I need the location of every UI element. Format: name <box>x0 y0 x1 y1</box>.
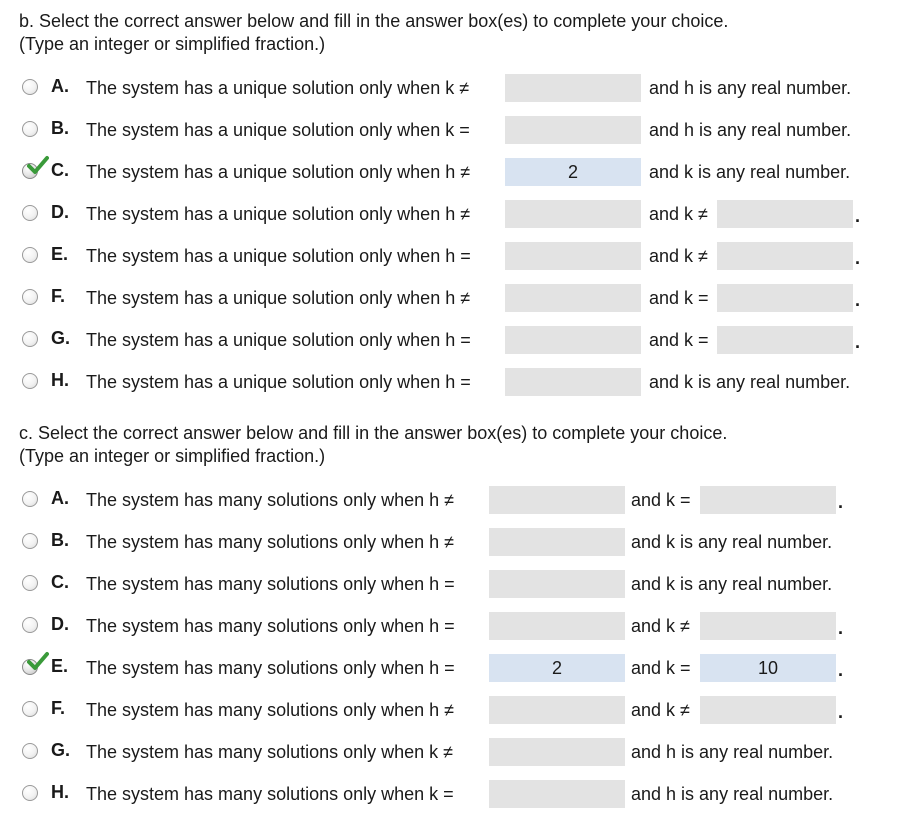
option-statement: The system has a unique solution only when k ≠ <box>86 78 470 98</box>
option-letter: A. <box>51 488 69 508</box>
radio-button[interactable] <box>22 331 38 347</box>
answer-box-1[interactable] <box>489 696 625 724</box>
option-letter: G. <box>51 740 71 760</box>
part-c-option-c[interactable] <box>0 569 909 601</box>
option-statement: The system has many solutions only when h = <box>86 658 455 678</box>
option-tail-text: and h is any real number. <box>649 78 852 98</box>
answer-box-1[interactable] <box>489 780 625 808</box>
option-tail-text: and h is any real number. <box>631 784 834 804</box>
sentence-period: . <box>855 206 861 226</box>
option-letter: F. <box>51 286 66 306</box>
part-b-option-b[interactable] <box>0 115 909 147</box>
part-c-option-d[interactable] <box>0 611 909 643</box>
option-statement: The system has many solutions only when k ≠ <box>86 742 454 762</box>
option-statement: The system has a unique solution only when h = <box>86 246 471 266</box>
answer-box-2[interactable] <box>717 284 853 312</box>
part-c-option-a[interactable] <box>0 485 909 517</box>
radio-button[interactable] <box>22 785 38 801</box>
answer-box-1[interactable]: 2 <box>489 654 625 682</box>
radio-button[interactable] <box>22 79 38 95</box>
part-b-option-g[interactable] <box>0 325 909 357</box>
option-letter: F. <box>51 698 66 718</box>
answer-box-1[interactable] <box>489 612 625 640</box>
part-b-option-d[interactable] <box>0 199 909 231</box>
sentence-period: . <box>855 332 861 352</box>
sentence-period: . <box>855 290 861 310</box>
option-tail-text: and k is any real number. <box>631 532 833 552</box>
answer-box-2[interactable] <box>717 326 853 354</box>
option-statement: The system has a unique solution only when h ≠ <box>86 288 471 308</box>
option-letter: B. <box>51 530 69 550</box>
part-c-option-g[interactable] <box>0 737 909 769</box>
part-c-option-h[interactable] <box>0 779 909 811</box>
radio-button[interactable] <box>22 373 38 389</box>
checkmark-icon <box>27 155 49 177</box>
sentence-period: . <box>838 702 844 722</box>
answer-box-1[interactable]: 2 <box>505 158 641 186</box>
sentence-period: . <box>838 492 844 512</box>
option-tail-text: and k = <box>649 288 709 308</box>
radio-button[interactable] <box>22 617 38 633</box>
option-statement: The system has many solutions only when h ≠ <box>86 532 455 552</box>
option-letter: A. <box>51 76 69 96</box>
option-letter: G. <box>51 328 71 348</box>
answer-box-1[interactable] <box>505 368 641 396</box>
option-tail-text: and k ≠ <box>649 246 708 266</box>
answer-box-1[interactable] <box>505 74 641 102</box>
answer-box-2[interactable] <box>700 612 836 640</box>
option-statement: The system has a unique solution only when h = <box>86 372 471 392</box>
part-c-option-e[interactable] <box>0 653 909 685</box>
answer-box-1[interactable] <box>505 242 641 270</box>
option-letter: H. <box>51 370 69 390</box>
answer-box-1[interactable] <box>489 528 625 556</box>
radio-button[interactable] <box>22 575 38 591</box>
answer-box-1[interactable] <box>505 284 641 312</box>
option-tail-text: and k = <box>631 658 691 678</box>
option-letter: C. <box>51 572 69 592</box>
part-c-hint: (Type an integer or simplified fraction.) <box>19 446 326 466</box>
option-tail-text: and k is any real number. <box>631 574 833 594</box>
option-tail-text: and k is any real number. <box>649 162 851 182</box>
answer-box-1[interactable] <box>505 116 641 144</box>
part-b-option-c[interactable] <box>0 157 909 189</box>
option-statement: The system has many solutions only when h = <box>86 574 455 594</box>
answer-box-2[interactable] <box>717 200 853 228</box>
part-b-option-h[interactable] <box>0 367 909 399</box>
option-letter: H. <box>51 782 69 802</box>
radio-button[interactable] <box>22 701 38 717</box>
radio-button[interactable] <box>22 289 38 305</box>
option-letter: C. <box>51 160 69 180</box>
radio-button[interactable] <box>22 743 38 759</box>
option-statement: The system has a unique solution only when k = <box>86 120 470 140</box>
sentence-period: . <box>838 660 844 680</box>
checkmark-icon <box>27 651 49 673</box>
part-b-prompt <box>19 10 728 56</box>
part-b-option-a[interactable] <box>0 73 909 105</box>
option-tail-text: and k is any real number. <box>649 372 851 392</box>
part-b-instruction: b. Select the correct answer below and fill in the answer box(es) to complete your choice. <box>19 11 729 31</box>
option-statement: The system has a unique solution only when h ≠ <box>86 162 471 182</box>
radio-button[interactable] <box>22 491 38 507</box>
option-statement: The system has many solutions only when h ≠ <box>86 700 455 720</box>
answer-box-2[interactable]: 10 <box>700 654 836 682</box>
option-tail-text: and k = <box>631 490 691 510</box>
radio-button[interactable] <box>22 533 38 549</box>
option-letter: D. <box>51 614 69 634</box>
option-letter: B. <box>51 118 69 138</box>
part-b-hint: (Type an integer or simplified fraction.) <box>19 34 326 54</box>
option-letter: D. <box>51 202 69 222</box>
option-statement: The system has many solutions only when k = <box>86 784 454 804</box>
part-c-instruction: c. Select the correct answer below and fill in the answer box(es) to complete your choice. <box>19 423 728 443</box>
answer-box-1[interactable] <box>489 738 625 766</box>
option-tail-text: and k ≠ <box>631 616 690 636</box>
part-c-option-f[interactable] <box>0 695 909 727</box>
option-statement: The system has many solutions only when h = <box>86 616 455 636</box>
answer-box-1[interactable] <box>505 326 641 354</box>
option-statement: The system has a unique solution only when h ≠ <box>86 204 471 224</box>
part-c-prompt <box>19 422 727 468</box>
answer-box-1[interactable] <box>489 486 625 514</box>
part-c-option-b[interactable] <box>0 527 909 559</box>
radio-button[interactable] <box>22 247 38 263</box>
option-tail-text: and k ≠ <box>631 700 690 720</box>
option-letter: E. <box>51 656 69 676</box>
answer-box-1[interactable] <box>505 200 641 228</box>
answer-box-1[interactable] <box>489 570 625 598</box>
radio-button[interactable] <box>22 205 38 221</box>
answer-box-2[interactable] <box>700 486 836 514</box>
option-tail-text: and k = <box>649 330 709 350</box>
option-tail-text: and h is any real number. <box>649 120 852 140</box>
answer-box-2[interactable] <box>717 242 853 270</box>
option-statement: The system has a unique solution only when h = <box>86 330 471 350</box>
part-b-option-e[interactable] <box>0 241 909 273</box>
part-b-option-f[interactable] <box>0 283 909 315</box>
answer-box-2[interactable] <box>700 696 836 724</box>
sentence-period: . <box>838 618 844 638</box>
option-statement: The system has many solutions only when h ≠ <box>86 490 455 510</box>
option-tail-text: and h is any real number. <box>631 742 834 762</box>
radio-button[interactable] <box>22 121 38 137</box>
sentence-period: . <box>855 248 861 268</box>
option-tail-text: and k ≠ <box>649 204 708 224</box>
option-letter: E. <box>51 244 69 264</box>
